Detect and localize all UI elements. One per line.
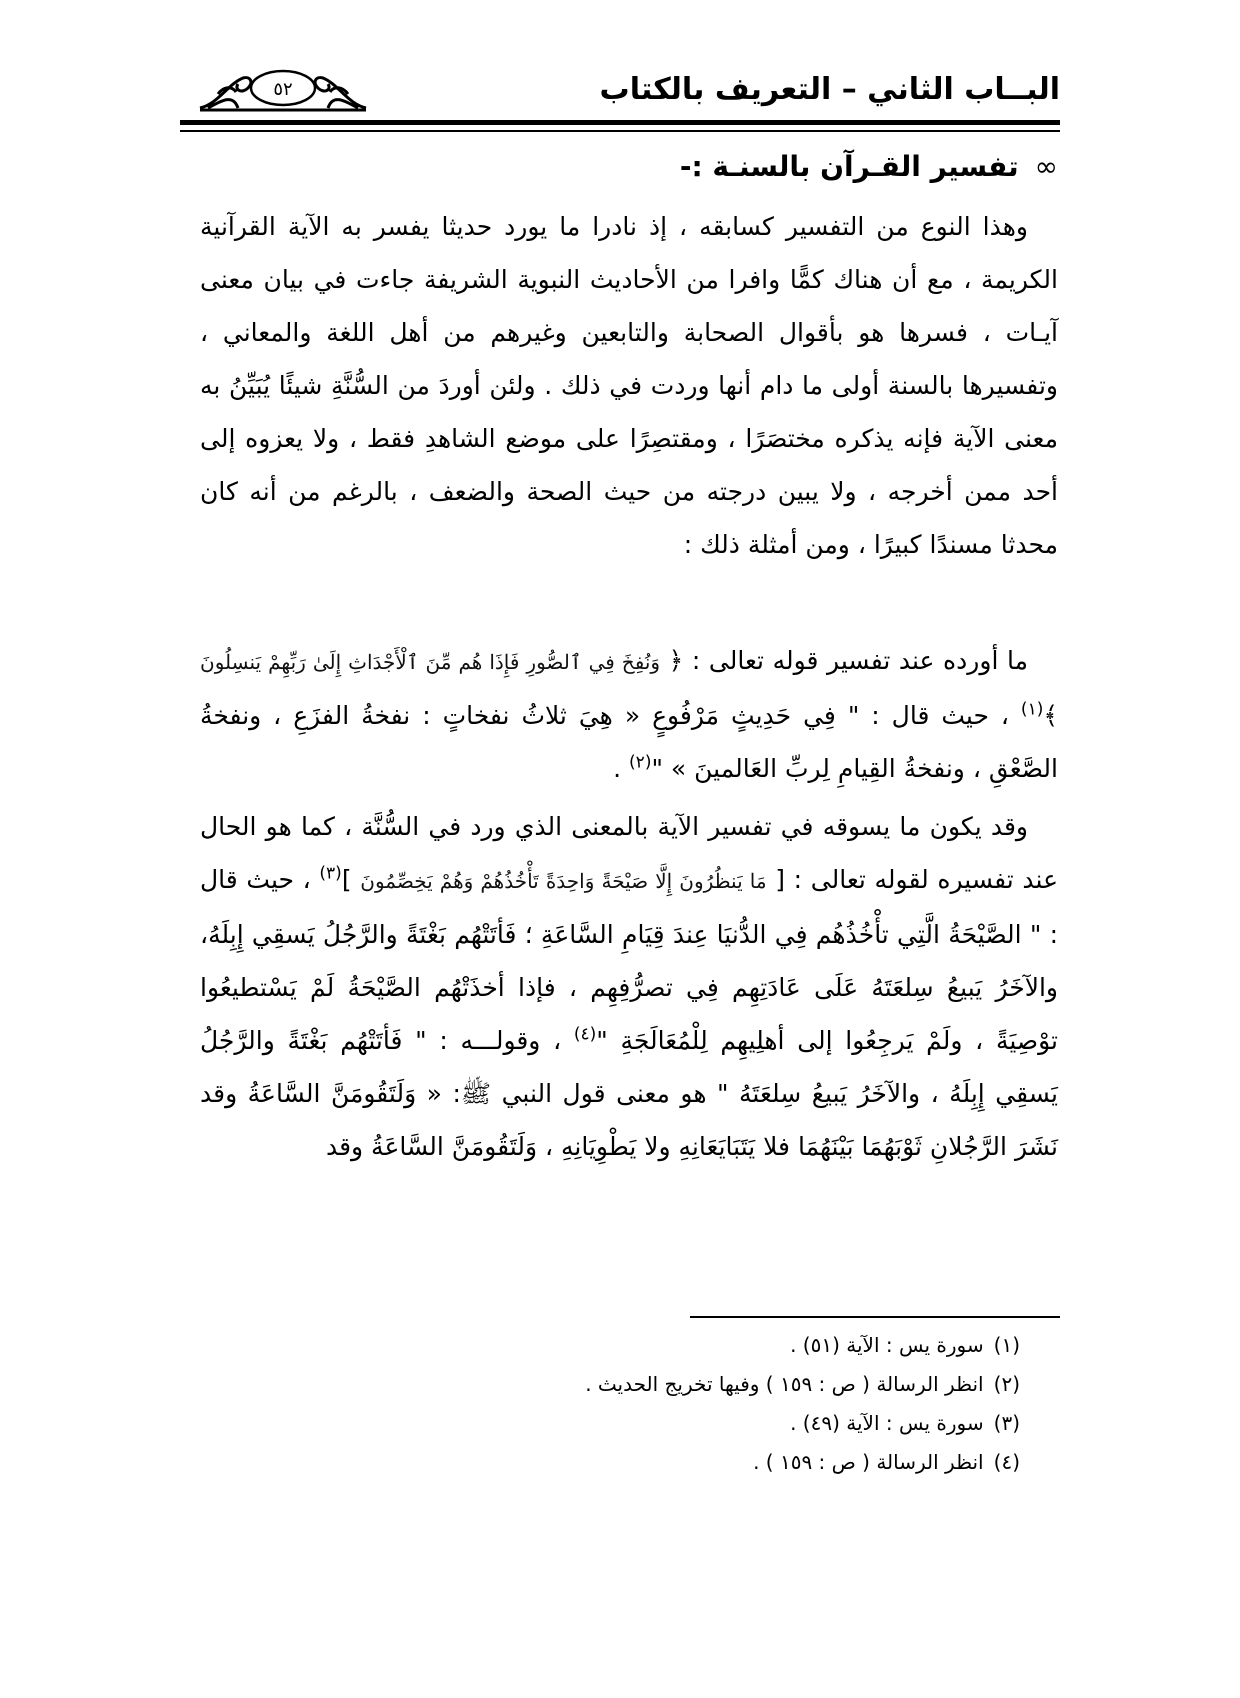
section-heading [680,150,1058,183]
page-number-ornament [198,64,368,114]
footnote-number: (٤) [993,1450,1020,1474]
p2-intro: ما أورده عند تفسير قوله تعالى : ﴿ [668,646,1028,675]
footnote-ref-4[interactable]: (٤) [573,1024,597,1045]
footnote-number: (٣) [993,1411,1020,1435]
footnote-text: انظر الرسالة ( ص : ١٥٩ ) . [753,1450,984,1474]
footnote-number: (١) [993,1333,1020,1357]
p3-bracket-close: ] [341,865,352,894]
footnote-ref-2[interactable]: (٢) [629,752,652,773]
footnote-item [585,1443,1020,1482]
p3-intro: وقد يكون ما يسوقه في تفسير الآية بالمعنى الذي ورد في السُّنَّة ، كما هو الحال عند تفسيره لقوله تعالى : [ [200,812,1059,894]
header-rule-thin [180,130,1060,132]
footnote-item [585,1404,1020,1443]
footnote-item [585,1365,1020,1404]
header-rule-thick [180,120,1060,125]
footnote-separator [690,1316,1060,1318]
quran-verse-2: مَا يَنظُرُونَ إِلَّا صَيْحَةً وَاحِدَةً تَأْخُذُهُمْ وَهُمْ يَخِصِّمُونَ [360,869,767,893]
footnote-text: انظر الرسالة ( ص : ١٥٩ ) وفيها تخريج الحديث . [585,1372,984,1396]
paragraph-3-text [200,800,1058,1173]
footnote-text: سورة يس : الآية (٤٩) . [790,1411,984,1435]
paragraph-1 [200,200,1058,571]
paragraph-3 [200,800,1058,1173]
footnote-text: سورة يس : الآية (٥١) . [790,1333,984,1357]
section-heading-text: تفسير القـرآن بالسنـة :- [679,150,1019,183]
p2-end: . [613,754,630,783]
footnotes-list [585,1326,1020,1482]
paragraph-2 [200,634,1058,795]
quran-verse-1: وَنُفِخَ فِي ٱلصُّورِ فَإِذَا هُم مِّنَ ٱلْأَجْدَاثِ إِلَىٰ رَبِّهِمْ يَنسِلُونَ [200,650,661,674]
p2-hadith: ، حيث قال : " فِي حَدِيثٍ مَرْفُوعٍ « هِيَ ثلاثُ نفخاتٍ : نفخةُ الفزَعِ ، ونفخةُ الصَّعْقِ ، ونفخةُ القِيامِ لِربِّ العَالمينَ » " [200,701,1058,783]
footnote-ref-1[interactable]: (١) [1020,699,1044,720]
footnote-ref-3[interactable]: (٣) [319,863,342,884]
p3-continuation: ، وقولـــه : " فَأتَتْهُم بَغْتَةً والرَّجُلُ يَسقِي إِبِلَهُ ، والآخَرُ يَبيعُ سِلعَتَهُ " هو معنى قول النبي ﷺ: « وَلَتَقُومَنَّ السَّاعَةُ وقد نَشَرَ الرَّجُلانِ ثَوْبَهُمَا بَيْنَهُمَا فلا يَتَبَايَعَانِهِ ولا يَطْوِيَانِهِ ، وَلَتَقُومَنَّ السَّاعَةُ وقد [200,1026,1058,1161]
footnote-item [585,1326,1020,1365]
paragraph-2-text [200,634,1058,795]
p3-explanation: ، حيث قال : " الصَّيْحَةُ الَّتِي تأْخُذُهُم فِي الدُّنيَا عِندَ قِيَامِ السَّاعَةِ ؛ فَأتَتْهُم بَغْتَةً والرَّجُلُ يَسقِي إِبِلَهُ، والآخَرُ يَبيعُ سِلعَتَهُ عَلَى عَادَتِهِم فِي تصرُّفِهِم ، فإذا أخذَتْهُم الصَّيْحَةُ لَمْ يَسْتطيعُوا توْصِيَةً ، ولَمْ يَرجِعُوا إلى أهلِيهِم لِلْمُعَالَجَةِ " [200,865,1058,1055]
paragraph-1-text: وهذا النوع من التفسير كسابقه ، إذ نادرا ما يورد حديثا يفسر به الآية القرآنية الكريمة ، مع أن هناك كمًّا وافرا من الأحاديث النبوية الشريفة جاءت في بيان معنى آيـات ، فسرها هو بأقوال الصحابة والتابعين وغيرهم من أهل اللغة والمعاني ، وتفسيرها بالسنة أولى ما دام أنها وردت في ذلك . ولئن أوردَ من السُّنَّةِ شيئًا يُبَيِّنُ به معنى الآية فإنه يذكره مختصَرًا ، ومقتصِرًا على موضع الشاهدِ فقط ، ولا يعزوه إلى أحد ممن أخرجه ، ولا يبين درجته من حيث الصحة والضعف ، بالرغم من أنه كان محدثا مسندًا كبيرًا ، ومن أمثلة ذلك : [200,212,1058,559]
ornament-left-flourish [200,78,251,108]
p2-bracket-close: ﴾ [1043,701,1058,730]
running-title: البــاب الثاني – التعريف بالكتاب [599,72,1060,107]
page-number: ٥٢ [273,79,293,100]
footnote-number: (٢) [993,1372,1020,1396]
infinity-bullet-icon: ∞ [1034,150,1058,183]
ornament-right-flourish [315,78,366,108]
